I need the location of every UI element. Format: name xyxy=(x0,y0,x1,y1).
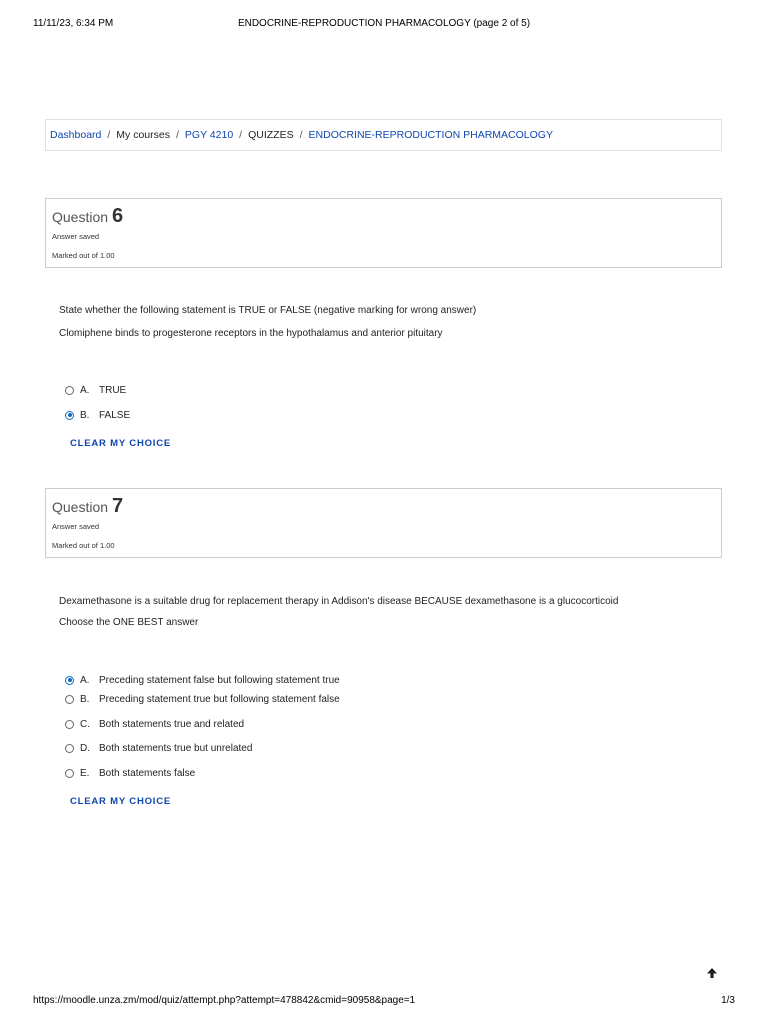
question-text-line: Choose the ONE BEST answer xyxy=(59,617,199,628)
option-letter: A. xyxy=(80,384,90,396)
question-info-6 xyxy=(45,198,722,268)
question-title xyxy=(52,204,715,228)
answer-option-d[interactable] xyxy=(65,741,252,755)
question-marks: Marked out of 1.00 xyxy=(52,541,115,550)
option-text: TRUE xyxy=(99,384,127,396)
breadcrumb-quiz[interactable]: ENDOCRINE-REPRODUCTION PHARMACOLOGY xyxy=(308,129,553,141)
option-text: Preceding statement true but following statement false xyxy=(99,693,340,705)
breadcrumb-separator: / xyxy=(239,129,243,141)
question-label: Question xyxy=(52,499,109,515)
question-marks: Marked out of 1.00 xyxy=(52,251,115,260)
answer-option-e[interactable] xyxy=(65,766,195,780)
question-number: 6 xyxy=(111,205,124,227)
breadcrumb-separator: / xyxy=(299,129,303,141)
question-info-7 xyxy=(45,488,722,558)
breadcrumb-dashboard[interactable]: Dashboard xyxy=(50,129,102,141)
radio-button-checked[interactable] xyxy=(65,411,74,420)
option-letter: B. xyxy=(80,409,90,421)
answer-option-b[interactable] xyxy=(65,408,130,422)
option-text: Both statements true but unrelated xyxy=(99,742,253,754)
radio-button-checked[interactable] xyxy=(65,676,74,685)
question-title xyxy=(52,494,715,518)
print-page-number: 1/3 xyxy=(721,995,735,1006)
print-title: ENDOCRINE-REPRODUCTION PHARMACOLOGY (page 2 of 5) xyxy=(237,18,531,29)
clear-my-choice-link[interactable]: CLEAR MY CHOICE xyxy=(70,438,172,449)
option-text: Both statements true and related xyxy=(99,718,245,730)
print-url: https://moodle.unza.zm/mod/quiz/attempt.php?attempt=478842&cmid=90958&page=1 xyxy=(33,995,416,1006)
question-text-line: Clomiphene binds to progesterone receptors in the hypothalamus and anterior pituitary xyxy=(59,328,443,339)
option-letter: C. xyxy=(80,718,90,730)
answer-option-c[interactable] xyxy=(65,717,244,731)
answer-option-b[interactable] xyxy=(65,692,340,706)
print-date: 11/11/23, 6:34 PM xyxy=(33,18,114,29)
clear-my-choice-link[interactable]: CLEAR MY CHOICE xyxy=(70,796,172,807)
question-number: 7 xyxy=(111,495,124,517)
option-text: Both statements false xyxy=(99,767,196,779)
question-text-line: State whether the following statement is TRUE or FALSE (negative marking for wrong answer) xyxy=(59,305,477,316)
option-letter: B. xyxy=(80,693,90,705)
breadcrumb-my-courses: My courses xyxy=(116,129,170,141)
answer-option-a[interactable] xyxy=(65,673,340,687)
breadcrumb-quizzes: QUIZZES xyxy=(248,129,294,141)
radio-button[interactable] xyxy=(65,386,74,395)
radio-button[interactable] xyxy=(65,695,74,704)
question-label: Question xyxy=(52,209,109,225)
option-text: Preceding statement false but following statement true xyxy=(99,674,340,686)
arrow-up-icon xyxy=(706,967,718,979)
print-header xyxy=(33,18,735,32)
radio-button[interactable] xyxy=(65,720,74,729)
option-letter: E. xyxy=(80,767,90,779)
print-footer xyxy=(33,995,735,1009)
option-text: FALSE xyxy=(99,409,131,421)
option-letter: A. xyxy=(80,674,90,686)
answer-option-a[interactable] xyxy=(65,383,126,397)
radio-button[interactable] xyxy=(65,744,74,753)
radio-button[interactable] xyxy=(65,769,74,778)
question-text-line: Dexamethasone is a suitable drug for replacement therapy in Addison's disease BECAUSE dexamethasone is a glucocorticoid xyxy=(59,596,619,607)
breadcrumb-course[interactable]: PGY 4210 xyxy=(184,129,234,141)
question-status: Answer saved xyxy=(52,522,100,531)
breadcrumb-separator: / xyxy=(175,129,179,141)
question-status: Answer saved xyxy=(52,232,100,241)
back-to-top-button[interactable] xyxy=(697,958,727,988)
option-letter: D. xyxy=(80,742,90,754)
breadcrumb xyxy=(45,119,722,151)
breadcrumb-separator: / xyxy=(107,129,111,141)
